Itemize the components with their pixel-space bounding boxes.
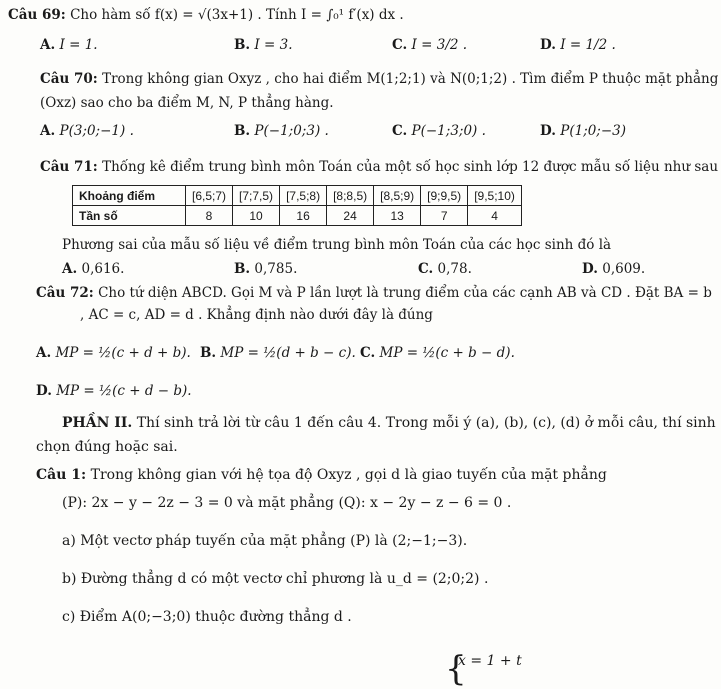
table-cell: [9,5;10) bbox=[468, 186, 522, 206]
q72-text-1: Cho tứ diện ABCD. Gọi M và P lần lượt là trung điểm của các cạnh AB và CD . Đặt BA = b bbox=[98, 285, 712, 301]
table-cell: [8;8,5) bbox=[327, 186, 374, 206]
part2-text-2: chọn đúng hoặc sai. bbox=[36, 439, 178, 455]
q71-option-d[interactable]: D. 0,609. bbox=[582, 261, 646, 277]
q72-text-2: , AC = c, AD = d . Khẳng định nào dưới đây là đúng bbox=[80, 307, 433, 323]
q71-question: Phương sai của mẫu số liệu về điểm trung bình môn Toán của các học sinh đó là bbox=[62, 237, 612, 253]
part2-text-1: Thí sinh trả lời từ câu 1 đến câu 4. Trong mỗi ý (a), (b), (c), (d) ở mỗi câu, thí sinh bbox=[136, 415, 716, 431]
c1-statement-a[interactable]: a) Một vectơ pháp tuyến của mặt phẳng (P) là (2;−1;−3). bbox=[62, 533, 468, 549]
q72-stem bbox=[36, 284, 712, 302]
q72-option-d[interactable]: D. MP = ½(c + d − b). bbox=[36, 383, 192, 399]
table-cell: 4 bbox=[468, 206, 522, 226]
q72-option-c[interactable]: C. MP = ½(c + b − d). bbox=[360, 345, 515, 361]
c1-label: Câu 1: bbox=[36, 467, 87, 483]
table-header-cell: Khoảng điểm bbox=[73, 186, 186, 206]
table-header-cell: Tần số bbox=[73, 206, 186, 226]
table-row bbox=[73, 206, 522, 226]
table-cell: [8,5;9) bbox=[374, 186, 421, 206]
q71-option-b[interactable]: B. 0,785. bbox=[234, 261, 298, 277]
q72-label: Câu 72: bbox=[36, 285, 94, 301]
q72-option-a[interactable]: A. MP = ½(c + d + b). bbox=[36, 345, 191, 361]
q70-option-b[interactable]: B. P(−1;0;3) . bbox=[234, 123, 329, 139]
q70-option-c[interactable]: C. P(−1;3;0) . bbox=[392, 123, 486, 139]
q70-text-1: Trong không gian Oxyz , cho hai điểm M(1;2;1) và N(0;1;2) . Tìm điểm P thuộc mặt phẳng bbox=[102, 71, 719, 87]
c1-statement-b[interactable]: b) Đường thẳng d có một vectơ chỉ phương là u_d = (2;0;2) . bbox=[62, 571, 489, 587]
q71-option-a[interactable]: A. 0,616. bbox=[62, 261, 125, 277]
system-brace: { bbox=[445, 649, 467, 689]
c1-stem bbox=[36, 466, 607, 484]
q69-option-c[interactable]: C. I = 3/2 . bbox=[392, 37, 468, 53]
table-row bbox=[73, 186, 522, 206]
q69-label: Câu 69: bbox=[8, 7, 66, 23]
q71-stem bbox=[40, 158, 718, 176]
q69-option-a[interactable]: A. I = 1. bbox=[40, 37, 98, 53]
q72-option-b[interactable]: B. MP = ½(d + b − c). bbox=[200, 345, 356, 361]
table-cell: 10 bbox=[233, 206, 280, 226]
table-cell: 16 bbox=[280, 206, 327, 226]
q69-option-d[interactable]: D. I = 1/2 . bbox=[540, 37, 616, 53]
q69-text: Cho hàm số f(x) = √(3x+1) . Tính I = ∫₀¹ f′(x) dx . bbox=[70, 7, 404, 23]
c1-statement-c[interactable]: c) Điểm A(0;−3;0) thuộc đường thẳng d . bbox=[62, 609, 352, 625]
q69-option-b[interactable]: B. I = 3. bbox=[234, 37, 293, 53]
q71-label: Câu 71: bbox=[40, 159, 98, 175]
table-cell: [9;9,5) bbox=[421, 186, 468, 206]
q69-stem bbox=[8, 6, 404, 24]
table-cell: 7 bbox=[421, 206, 468, 226]
q70-option-a[interactable]: A. P(3;0;−1) . bbox=[40, 123, 134, 139]
q70-stem bbox=[40, 70, 718, 88]
part2-heading bbox=[62, 414, 716, 432]
c1-text-1: Trong không gian với hệ tọa độ Oxyz , gọi d là giao tuyến của mặt phẳng bbox=[90, 467, 607, 483]
c1-text-2: (P): 2x − y − 2z − 3 = 0 và mặt phẳng (Q): x − 2y − z − 6 = 0 . bbox=[62, 495, 512, 511]
q70-text-2: (Oxz) sao cho ba điểm M, N, P thẳng hàng. bbox=[40, 95, 334, 111]
table-cell: [7,5;8) bbox=[280, 186, 327, 206]
table-cell: 8 bbox=[186, 206, 233, 226]
q71-option-c[interactable]: C. 0,78. bbox=[418, 261, 472, 277]
table-cell: 24 bbox=[327, 206, 374, 226]
table-cell: [7;7,5) bbox=[233, 186, 280, 206]
q70-option-d[interactable]: D. P(1;0;−3) bbox=[540, 123, 627, 139]
table-cell: 13 bbox=[374, 206, 421, 226]
table-cell: [6,5;7) bbox=[186, 186, 233, 206]
c1-partial-equation: x = 1 + t bbox=[458, 653, 522, 669]
frequency-table bbox=[72, 185, 522, 226]
q71-text: Thống kê điểm trung bình môn Toán của một số học sinh lớp 12 được mẫu số liệu như sau bbox=[102, 159, 719, 175]
part2-title: PHẦN II. bbox=[62, 415, 133, 431]
q70-label: Câu 70: bbox=[40, 71, 98, 87]
